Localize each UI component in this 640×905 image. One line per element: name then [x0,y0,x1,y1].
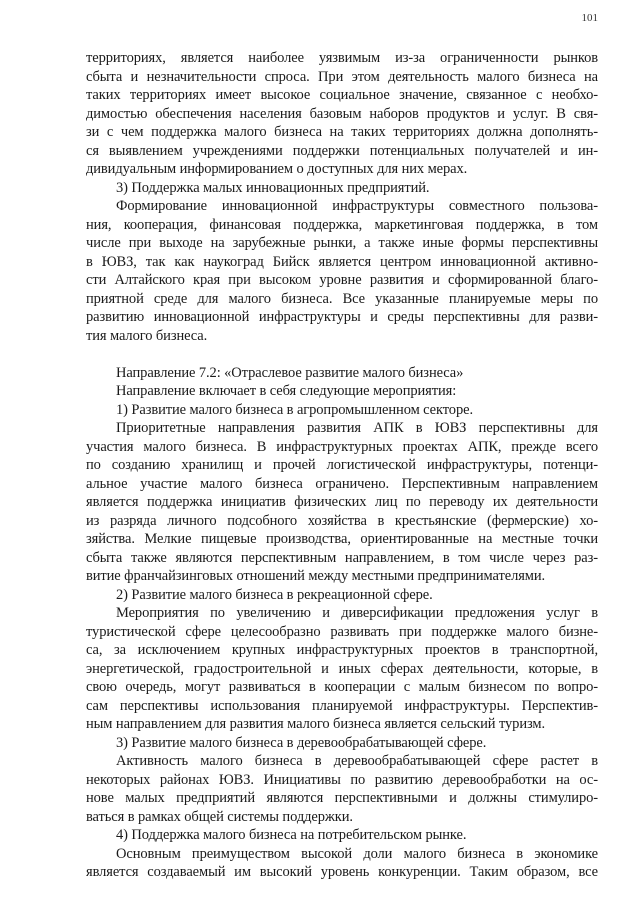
paragraph [86,734,598,753]
paragraph [86,364,598,383]
text-line: димостью обеспечения населения базовым наборов продуктов и услуг. В свя- [86,105,598,122]
paragraph [86,604,598,734]
text-line: является поддержка инициатив физических лиц по переводу их деятельности [86,494,598,510]
text-line: 2) Развитие малого бизнеса в рекреационной сфере. [116,586,433,603]
text-line: Направление включает в себя следующие мероприятия: [116,383,457,399]
page-number: 101 [581,12,598,24]
text-line: 3) Поддержка малых инновационных предприятий. [116,179,430,196]
text-line: Направление 7.2: «Отраслевое развитие малого бизнеса» [116,364,464,381]
text-line: зяйства. Мелкие пищевые производства, ориентированные на местные точки [86,531,598,547]
text-line: приятной среде для малого бизнеса. Все указанные планируемые меры по [86,290,598,307]
paragraph-gap [86,345,598,364]
text-line: 4) Поддержка малого бизнеса на потребительском рынке. [116,827,467,843]
paragraph [86,49,598,179]
text-line: участия малого бизнеса. В инфраструктурных проектах АПК, прежде всего [86,438,598,455]
paragraph [86,179,598,198]
paragraph [86,752,598,826]
text-line: ным направлением для развития малого бизнеса является сельский туризм. [86,716,545,732]
text-line: в ЮВЗ, так как наукоград Бийск является центром инновационной активно- [86,253,598,270]
text-line: 3) Развитие малого бизнеса в деревообрабатывающей сфере. [116,734,487,751]
text-line: зи с чем поддержка малого бизнеса на таких территориях должна дополнять- [86,124,598,140]
paragraph [86,419,598,586]
text-line: из разряда личного подсобного хозяйства в крестьянские (фермерские) хо- [86,512,598,529]
paragraph [86,382,598,401]
text-line: 1) Развитие малого бизнеса в агропромышленном секторе. [116,401,473,418]
paragraph [86,826,598,845]
paragraph [86,586,598,605]
text-line: территориях, является наиболее уязвимым из-за ограниченности рынков [86,50,598,66]
text-line: по созданию хранилищ и прочей логистической инфраструктуры, потенци- [86,457,598,473]
text-line: нове малых предприятий являются перспективными и должны стимулиро- [86,790,598,806]
text-line: ния, кооперация, финансовая поддержка, маркетинговая поддержка, в том [86,216,598,233]
text-line: дивидуальным информированием о доступных для них мерах. [86,161,468,177]
text-line: ваться в рамках общей системы поддержки. [86,808,353,825]
text-line: тия малого бизнеса. [86,327,208,344]
text-line: Мероприятия по увеличению и диверсификации предложения услуг в [116,605,598,621]
paragraph [86,197,598,345]
text-line: энергетической, градостроительной и иных сферах деятельности, которые, в [86,660,598,677]
text-line: таких территориях имеет высокое социальное значение, связанное с необхо- [86,87,598,103]
text-line: витие франчайзинговых отношений между местными предпринимателями. [86,568,546,584]
text-line: Активность малого бизнеса в деревообрабатывающей сфере растет в [116,753,598,769]
text-line: является создаваемый им высокий уровень конкуренции. Таким образом, все [86,864,598,880]
text-line: сбыта также являются перспективным направлением, в том числе через раз- [86,549,598,566]
text-line: туристической сфере целесообразно развивать при поддержке малого бизне- [86,623,598,640]
paragraph [86,845,598,882]
document-body [86,49,598,882]
text-line: свою очередь, могут развиваться в кооперации с малым бизнесом по вопро- [86,679,598,695]
text-line: некоторых районах ЮВЗ. Инициативы по развитию деревообработки на ос- [86,771,598,788]
text-line: са, за исключением крупных инфраструктурных проектов в транспортной, [86,642,598,658]
text-line: ся выявлением учреждениями поддержки потенциальных получателей и ин- [86,142,598,159]
text-line: Основным преимуществом высокой доли малого бизнеса в экономике [116,845,598,862]
text-line: числе при выходе на зарубежные рынки, а также иные формы перспективны [86,235,598,251]
text-line: альное участие малого бизнеса ограничено. Перспективным направлением [86,475,598,492]
text-line: сбыта и незначительности спроса. При этом деятельность малого бизнеса на [86,68,598,85]
text-line: сам перспективы использования планируемой инфраструктуры. Перспектив- [86,697,598,714]
text-line: Приоритетные направления развития АПК в ЮВЗ перспективны для [116,420,598,436]
text-line: сти Алтайского края при высоком уровне развития и сформированной благо- [86,272,598,288]
paragraph [86,401,598,420]
text-line: развитию инновационной инфраструктуры и среды перспективны для разви- [86,309,598,325]
text-line: Формирование инновационной инфраструктуры совместного пользова- [116,198,598,214]
